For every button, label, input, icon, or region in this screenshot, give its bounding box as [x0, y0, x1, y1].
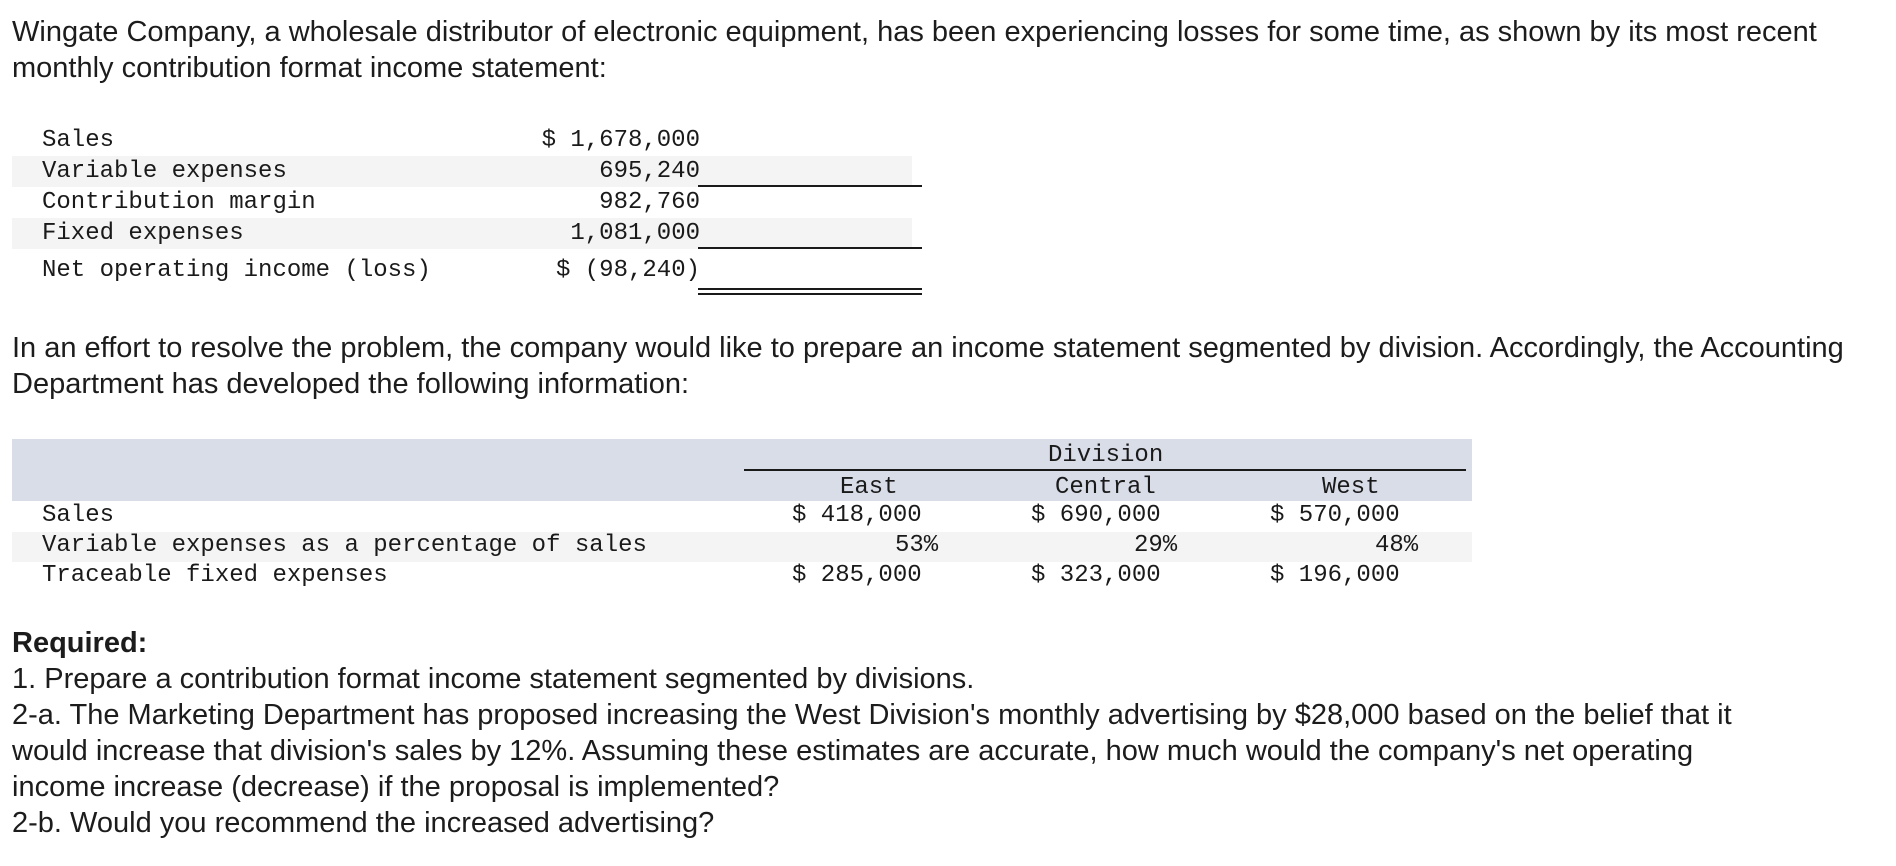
- table-row: [12, 218, 912, 249]
- requirement-line: 1. Prepare a contribution format income statement segmented by divisions.: [12, 663, 975, 695]
- header-rule: [744, 469, 1466, 471]
- row-label: Traceable fixed expenses: [42, 562, 388, 589]
- requirement-line: 2-a. The Marketing Department has proposed increasing the West Division's monthly advertising by $28,000 based on the belief that it: [12, 699, 1732, 731]
- table-row: [12, 562, 1472, 592]
- row-amount: 1,081,000: [570, 220, 700, 247]
- cell-west: $ 196,000: [1270, 562, 1400, 589]
- cell-central: 29%: [1134, 532, 1178, 559]
- table-row: [12, 156, 912, 187]
- column-header-east: East: [840, 474, 898, 501]
- required-title: Required:: [12, 627, 148, 659]
- row-amount: 695,240: [599, 158, 700, 185]
- intro-paragraph: Wingate Company, a wholesale distributor of electronic equipment, has been experiencing losses for some time, as shown by its most recent monthly contribution format income statement:: [12, 16, 1817, 84]
- division-group-header: Division: [1048, 442, 1164, 469]
- table-row: [12, 532, 1472, 562]
- total-double-underline-top: [698, 288, 922, 290]
- row-label: Fixed expenses: [42, 220, 244, 247]
- cell-east: $ 418,000: [792, 502, 922, 529]
- required-section: [12, 625, 1896, 841]
- row-label: Variable expenses as a percentage of sales: [42, 532, 647, 559]
- column-header-central: Central: [1055, 474, 1156, 501]
- row-label: Sales: [42, 502, 115, 529]
- cell-central: $ 323,000: [1031, 562, 1161, 589]
- row-amount: $ (98,240): [555, 257, 700, 284]
- row-amount: $ 1,678,000: [541, 127, 700, 154]
- requirement-line: 2-b. Would you recommend the increased advertising?: [12, 807, 715, 839]
- total-double-underline-bottom: [698, 293, 922, 295]
- row-amount: 982,760: [599, 189, 700, 216]
- table-row: [12, 125, 912, 156]
- income-statement-table: [12, 125, 912, 300]
- requirement-line: would increase that division's sales by 12%. Assuming these estimates are accurate, how much would the company's net operating: [12, 735, 1694, 767]
- row-label: Net operating income (loss): [42, 257, 431, 284]
- division-intro-paragraph: In an effort to resolve the problem, the company would like to prepare an income statement segmented by division. Accordingly, the Accounting Department has developed the following information:: [12, 332, 1844, 400]
- division-data-table: [12, 439, 1472, 599]
- row-label: Contribution margin: [42, 189, 316, 216]
- row-label: Sales: [42, 127, 115, 154]
- cell-east: $ 285,000: [792, 562, 922, 589]
- column-header-west: West: [1322, 474, 1380, 501]
- requirement-line: income increase (decrease) if the proposal is implemented?: [12, 771, 780, 803]
- table-row: [12, 502, 1472, 532]
- row-label: Variable expenses: [42, 158, 287, 185]
- subtotal-underline: [698, 247, 922, 249]
- cell-west: $ 570,000: [1270, 502, 1400, 529]
- table-row: [12, 187, 912, 218]
- cell-east: 53%: [895, 532, 939, 559]
- table-row: [12, 255, 912, 286]
- cell-west: 48%: [1375, 532, 1419, 559]
- cell-central: $ 690,000: [1031, 502, 1161, 529]
